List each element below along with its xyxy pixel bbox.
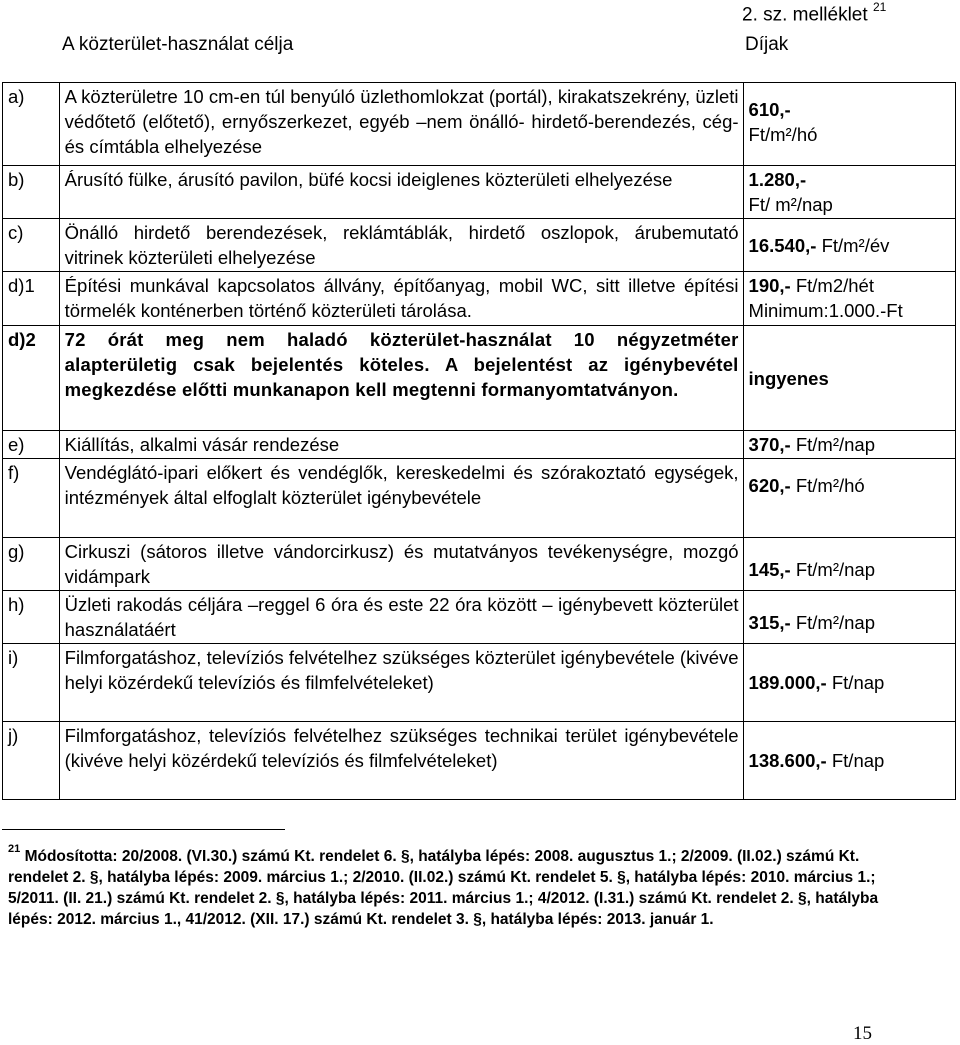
- row-fee: [743, 326, 955, 431]
- fee-minimum: Minimum:1.000.-Ft: [748, 300, 903, 321]
- footnote-number: 21: [8, 843, 21, 855]
- row-index: d)1: [3, 272, 60, 326]
- table-row: [3, 538, 956, 591]
- annex-label-text: 2. sz. melléklet: [742, 4, 868, 26]
- row-fee: [743, 166, 955, 219]
- table-row: [3, 644, 956, 722]
- column-header-purpose: A közterület-használat célja: [62, 34, 294, 55]
- fee-amount: 16.540,-: [748, 234, 817, 256]
- fee-unit: Ft/nap: [831, 672, 885, 693]
- footnote-text: Módosította: 20/2008. (VI.30.) számú Kt. rendelet 6. §, hatályba lépés: 2008. augusztus 1.; 2/2009. (II.02.) számú Kt. rendelet 2. §, hatályba lépés: 2009. március 1.; 2/2010. (II.02.) számú Kt. rendelet 5. §, hatályba lépés: 2010. március 1.; 5/2011. (II. 21.) számú Kt. rendelet 2. §, hatályba lépés: 2011. március 1.; 4/2012. (I.31.) számú Kt. rendelet 2. §, hatályba lépés: 2012. március 1., 41/2012. (XII. 17.) számú Kt. rendelet 3. §, hatályba lépés: 2013. január 1.: [8, 848, 879, 929]
- page-number: 15: [853, 1023, 872, 1044]
- row-index: a): [3, 83, 60, 166]
- table-row: [3, 722, 956, 800]
- footnote: [8, 842, 888, 930]
- fee-table: [2, 82, 956, 800]
- row-fee: [743, 272, 955, 326]
- row-index: b): [3, 166, 60, 219]
- fee-amount: 610,-: [748, 99, 791, 120]
- table-row: [3, 166, 956, 219]
- row-fee: [743, 219, 955, 272]
- row-fee: [743, 83, 955, 166]
- table-row: [3, 219, 956, 272]
- row-description: Vendéglátó-ipari előkert és vendéglők, kereskedelmi és szórakoztató egységek, intézmények által elfoglalt közterület igénybevétele: [59, 459, 743, 538]
- fee-unit: Ft/m²/nap: [795, 434, 876, 455]
- fee-unit: Ft/ m²/nap: [748, 194, 833, 215]
- fee-unit: Ft/nap: [831, 750, 885, 771]
- fee-unit: Ft/m²/év: [821, 234, 890, 256]
- table-row: [3, 459, 956, 538]
- table-row: [3, 431, 956, 459]
- row-description: Filmforgatáshoz, televíziós felvételhez szükséges technikai terület igénybevétele (kivéve helyi közérdekű televíziós és filmfelvételeket): [59, 722, 743, 800]
- row-fee: [743, 431, 955, 459]
- row-description: Építési munkával kapcsolatos állvány, építőanyag, mobil WC, sitt illetve építési törmelék konténerben történő közterületi tárolása.: [59, 272, 743, 326]
- fee-unit: Ft/m²/hó: [748, 124, 818, 145]
- row-index: g): [3, 538, 60, 591]
- row-index: h): [3, 591, 60, 644]
- row-description: Árusító fülke, árusító pavilon, büfé kocsi ideiglenes közterületi elhelyezése: [59, 166, 743, 219]
- row-fee: [743, 459, 955, 538]
- fee-amount: 190,-: [748, 275, 791, 296]
- fee-amount: 145,-: [748, 559, 791, 580]
- row-fee: [743, 644, 955, 722]
- footnote-reference: 21: [872, 0, 887, 14]
- row-index: c): [3, 219, 60, 272]
- table-row: [3, 326, 956, 431]
- footnote-divider: [2, 829, 285, 830]
- column-header-fees: Díjak: [745, 34, 789, 55]
- table-row: [3, 591, 956, 644]
- row-index: i): [3, 644, 60, 722]
- row-index: j): [3, 722, 60, 800]
- fee-unit: Ft/m2/hét: [795, 275, 874, 296]
- table-row: [3, 83, 956, 166]
- row-index: e): [3, 431, 60, 459]
- fee-amount: 1.280,-: [748, 169, 807, 190]
- fee-amount: 620,-: [748, 475, 791, 496]
- row-index: d)2: [3, 326, 60, 431]
- row-fee: [743, 722, 955, 800]
- row-description: 72 órát meg nem haladó közterület-használat 10 négyzetméter alapterületig csak bejelentés köteles. A bejelentést az igénybevétel megkezdése előtti munkanapon kell megtenni formanyomtatványon.: [59, 326, 743, 431]
- row-fee: [743, 591, 955, 644]
- annex-label: [742, 2, 886, 26]
- fee-amount: 138.600,-: [748, 750, 827, 771]
- row-description: Üzleti rakodás céljára –reggel 6 óra és este 22 óra között – igénybevett közterület használatáért: [59, 591, 743, 644]
- fee-unit: Ft/m²/hó: [795, 475, 865, 496]
- fee-amount: ingyenes: [748, 367, 829, 389]
- row-description: Önálló hirdető berendezések, reklámtáblák, hirdető oszlopok, árubemutató vitrinek közterületi elhelyezése: [59, 219, 743, 272]
- fee-amount: 189.000,-: [748, 672, 827, 693]
- fee-amount: 315,-: [748, 612, 791, 633]
- fee-unit: Ft/m²/nap: [795, 612, 876, 633]
- table-row: [3, 272, 956, 326]
- row-description: A közterületre 10 cm-en túl benyúló üzlethomlokzat (portál), kirakatszekrény, üzleti védőtető (előtető), ernyőszerkezet, egyéb –nem önálló- hirdető-berendezés, cég- és címtábla elhelyezése: [59, 83, 743, 166]
- row-fee: [743, 538, 955, 591]
- fee-unit: Ft/m²/nap: [795, 559, 876, 580]
- row-description: Filmforgatáshoz, televíziós felvételhez szükséges közterület igénybevétele (kivéve helyi közérdekű televíziós és filmfelvételeket): [59, 644, 743, 722]
- row-index: f): [3, 459, 60, 538]
- row-description: Kiállítás, alkalmi vásár rendezése: [59, 431, 743, 459]
- fee-amount: 370,-: [748, 434, 791, 455]
- row-description: Cirkuszi (sátoros illetve vándorcirkusz) és mutatványos tevékenységre, mozgó vidámpark: [59, 538, 743, 591]
